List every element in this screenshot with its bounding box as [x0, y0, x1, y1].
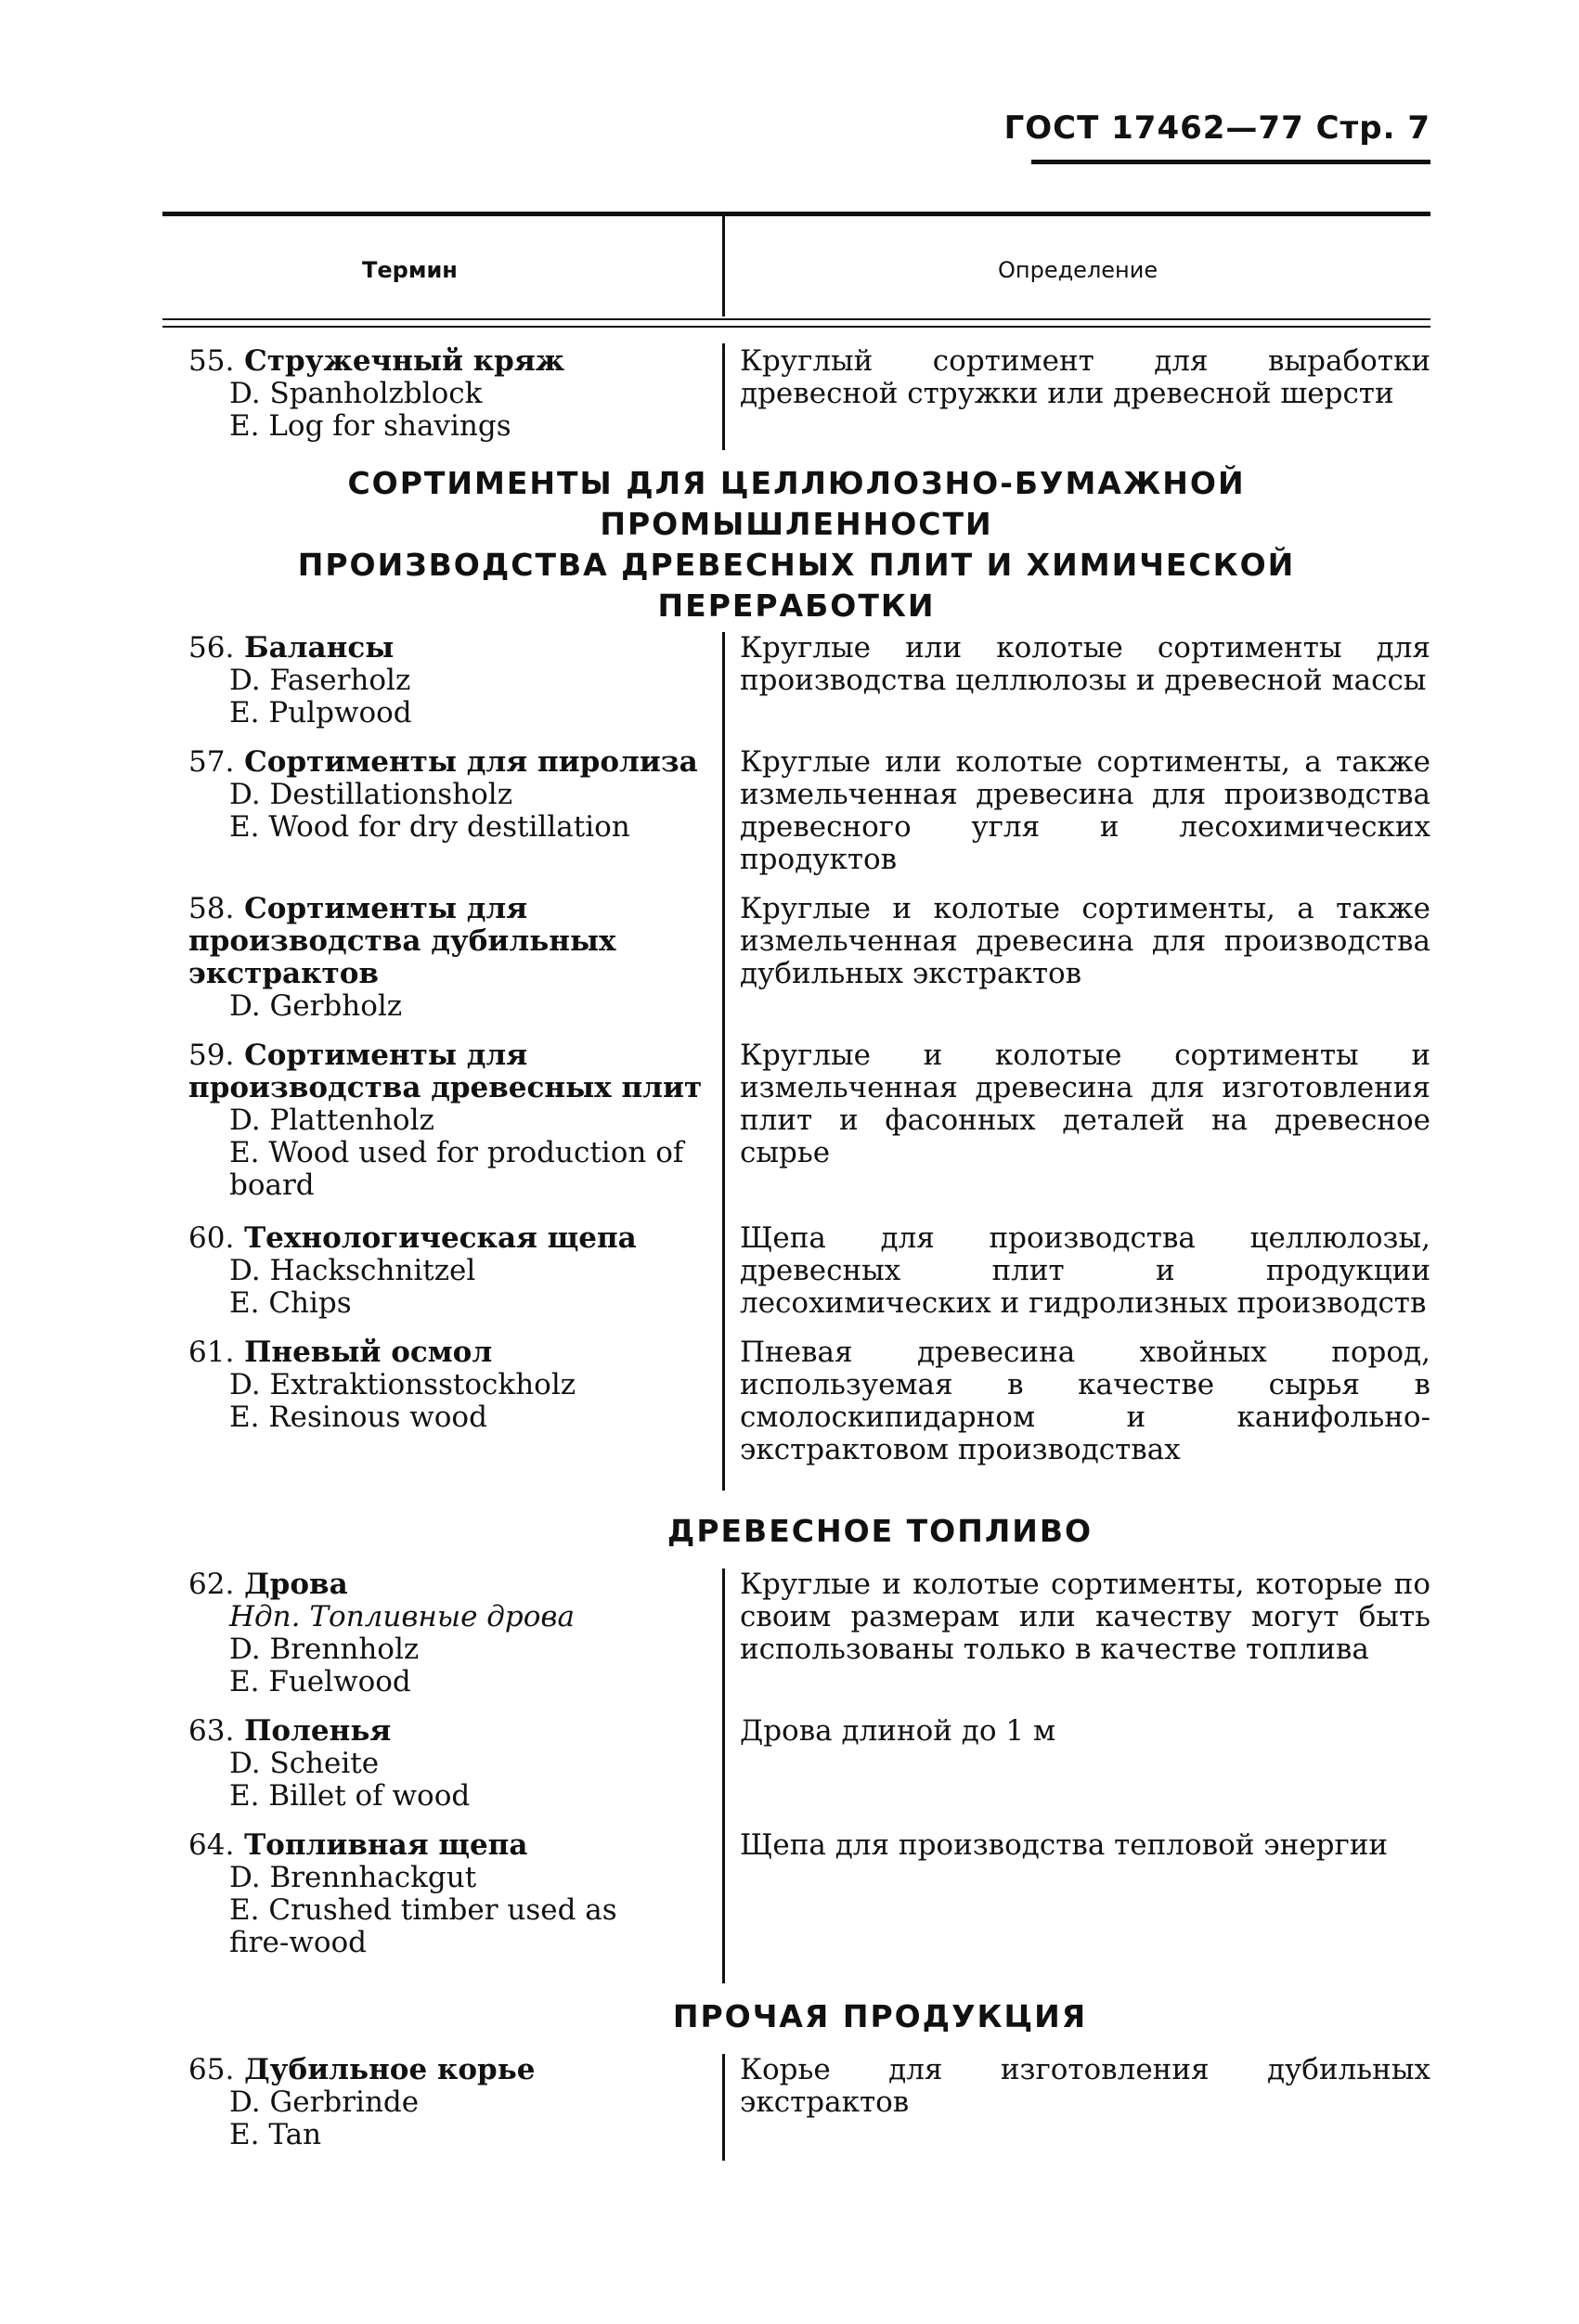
term-german: D. Brennhackgut [229, 1861, 477, 1894]
table-row [162, 1039, 1430, 1222]
section-title: ДРЕВЕСНОЕ ТОПЛИВО [667, 1513, 1094, 1549]
table-row [162, 1336, 1430, 1491]
table-header [162, 212, 1430, 328]
term-german: D. Spanholzblock [229, 377, 483, 410]
term-cell [162, 1829, 710, 1959]
term-title: Сортименты для пиролиза [244, 745, 698, 779]
term-cell [162, 1222, 710, 1320]
section-title: ПРОЧАЯ ПРОДУКЦИЯ [672, 1998, 1088, 2034]
term-german: D. Scheite [229, 1747, 380, 1780]
term-german: D. Destillationsholz [229, 778, 513, 811]
term-english: E. Billet of wood [229, 1779, 471, 1813]
term-cell [162, 893, 710, 1023]
term-number: 59. [188, 1039, 235, 1072]
term-german: D. Extraktionsstockholz [229, 1368, 576, 1401]
page-header: ГОСТ 17462—77 Стр. 7 [1003, 110, 1430, 147]
term-english: E. Resinous wood [229, 1401, 487, 1434]
term-german: D. Plattenholz [229, 1104, 434, 1137]
term-number: 62. [188, 1568, 235, 1601]
term-english: E. Wood for dry destillation [229, 810, 630, 844]
term-cell [162, 632, 710, 729]
term-german: D. Faserholz [229, 664, 411, 697]
term-deprecated: Ндп. Топливные дрова [229, 1600, 575, 1633]
definition-cell: Щепа для производства тепловой энергии [740, 1828, 1389, 1862]
table-row [162, 1222, 1430, 1336]
term-cell [162, 1569, 710, 1698]
table-row [162, 893, 1430, 1039]
term-number: 65. [188, 2053, 235, 2086]
term-title: Балансы [244, 631, 395, 665]
glossary-body [162, 343, 1430, 2161]
term-number: 61. [188, 1336, 235, 1369]
term-german: D. Gerbrinde [229, 2085, 420, 2119]
term-number: 58. [188, 892, 235, 925]
definition-cell: Пневая древесина хвойных пород, используемая в качестве сырья в смолоскипидарном и канифольно-экстрактовом производствах [740, 1336, 1430, 1466]
term-title: Дубильное корье [244, 2053, 536, 2086]
column-divider [722, 216, 725, 316]
table-row [162, 2054, 1430, 2161]
definition-cell: Круглые или колотые сортименты для производства целлюлозы и древесной массы [740, 631, 1430, 697]
definition-cell: Круглый сортимент для выработки древесной стружки или древесной шерсти [740, 344, 1430, 410]
term-english: E. Fuelwood [229, 1665, 411, 1698]
term-german: D. Brennholz [229, 1633, 420, 1666]
definition-cell: Круглые или колотые сортименты, а также измельченная древесина для производства древесного угля и лесохимических продуктов [740, 745, 1430, 876]
definition-cell: Корье для изготовления дубильных экстрактов [740, 2053, 1430, 2119]
section-title-line: ПРОИЗВОДСТВА ДРЕВЕСНЫХ ПЛИТ И ХИМИЧЕСКОЙ ПЕРЕРАБОТКИ [297, 547, 1296, 624]
term-number: 57. [188, 745, 235, 779]
term-cell [162, 746, 710, 876]
definition-cell: Круглые и колотые сортименты, а также измельченная древесина для производства дубильных экстрактов [740, 892, 1430, 990]
definition-cell: Дрова длиной до 1 м [740, 1714, 1056, 1748]
term-english: E. Tan [229, 2118, 322, 2151]
term-german: D. Hackschnitzel [229, 1254, 476, 1287]
term-title: Сортименты для производства древесных плит [188, 1039, 703, 1104]
table-row [162, 632, 1430, 746]
term-english: E. Pulpwood [229, 696, 412, 729]
table-row [162, 343, 1430, 450]
term-cell [162, 1336, 710, 1466]
term-title: Технологическая щепа [244, 1221, 637, 1255]
term-cell [162, 1715, 710, 1813]
table-row [162, 1829, 1430, 1983]
term-cell [162, 1039, 710, 1202]
term-english: E. Crushed timber used as fire-wood [229, 1893, 617, 1959]
term-number: 55. [188, 344, 235, 378]
table-row [162, 1569, 1430, 1715]
column-header-definition: Определение [998, 257, 1158, 283]
column-header-term: Термин [362, 257, 458, 283]
term-title: Пневый осмол [244, 1336, 493, 1369]
table-row [162, 746, 1430, 893]
term-title: Поленья [244, 1714, 392, 1748]
term-cell [162, 345, 710, 443]
term-number: 60. [188, 1221, 235, 1255]
section-title [162, 463, 1430, 626]
definition-cell: Круглые и колотые сортименты и измельченная древесина для изготовления плит и фасонных деталей на древесное сырье [740, 1039, 1430, 1169]
term-cell [162, 2054, 710, 2151]
term-english: E. Wood used for production of board [229, 1136, 684, 1202]
term-english: E. Chips [229, 1286, 352, 1320]
definition-cell: Круглые и колотые сортименты, которые по своим размерам или качеству могут быть использованы только в качестве топлива [740, 1568, 1430, 1666]
definition-cell: Щепа для производства целлюлозы, древесных плит и продукции лесохимических и гидролизных производств [740, 1221, 1430, 1320]
term-number: 64. [188, 1828, 235, 1862]
table-row [162, 1715, 1430, 1829]
term-title: Дрова [244, 1568, 348, 1601]
term-title: Стружечный кряж [244, 344, 565, 378]
section-title-line: СОРТИМЕНТЫ ДЛЯ ЦЕЛЛЮЛОЗНО-БУМАЖНОЙ ПРОМЫШЛЕННОСТИ [347, 465, 1246, 542]
term-english: E. Log for shavings [229, 409, 511, 443]
term-german: D. Gerbholz [229, 989, 403, 1023]
term-title: Сортименты для производства дубильных экстрактов [188, 892, 616, 990]
term-number: 63. [188, 1714, 235, 1748]
term-title: Топливная щепа [244, 1828, 528, 1862]
header-rule [1031, 160, 1430, 164]
term-number: 56. [188, 631, 235, 665]
